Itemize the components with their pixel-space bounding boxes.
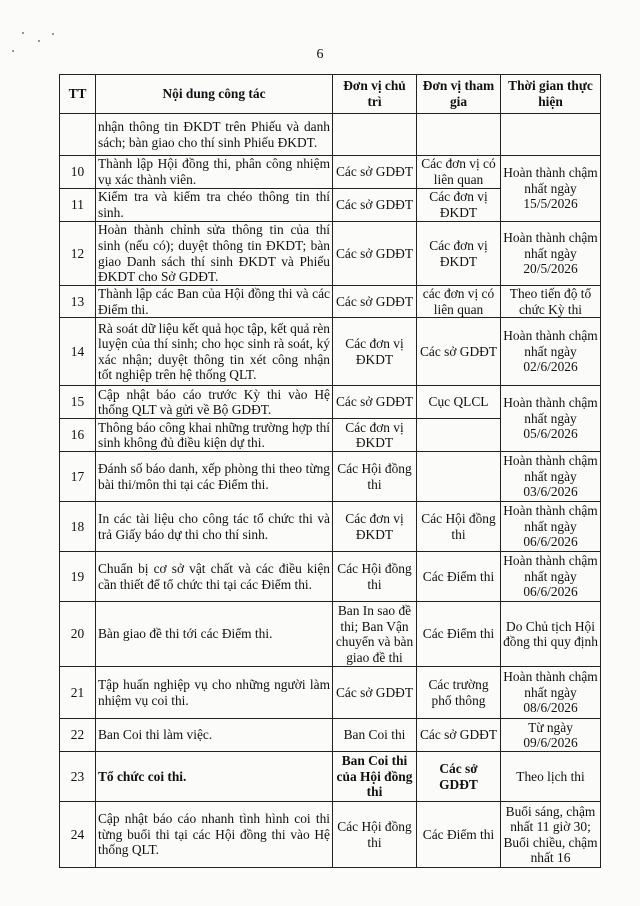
row-deadline: Buổi sáng, chậm nhất 11 giờ 30; Buổi chiều, chậm nhất 16 <box>501 802 601 868</box>
row-content: Rà soát dữ liệu kết quả học tập, kết quả rèn luyện của thí sinh; cho học sinh rà soát, ký xác nhận; duyệt thông tin xét công nhận tốt nghiệp trên hệ thống QLT. <box>96 318 333 386</box>
table-row <box>60 386 601 419</box>
row-deadline: Hoàn thành chậm nhất ngày 03/6/2026 <box>501 452 601 502</box>
row-participant-unit: Các đơn vị có liên quan <box>417 156 501 189</box>
scan-speck <box>38 40 40 42</box>
row-lead-unit: Các sở GDĐT <box>333 222 417 286</box>
table-row <box>60 802 601 868</box>
row-lead-unit: Các đơn vị ĐKDT <box>333 318 417 386</box>
page-number: 6 <box>316 47 324 62</box>
row-number: 13 <box>60 286 96 318</box>
row-content: Cập nhật báo cáo nhanh tình hình coi thi từng buổi thi tại các Hội đồng thi vào Hệ thống QLT. <box>96 802 333 868</box>
schedule-table <box>59 74 601 868</box>
header-deadline: Thời gian thực hiện <box>501 75 601 114</box>
row-number: 23 <box>60 752 96 802</box>
row-deadline: Hoàn thành chậm nhất ngày 05/6/2026 <box>501 386 601 452</box>
row-number: 12 <box>60 222 96 286</box>
row-lead-unit: Các Hội đồng thi <box>333 552 417 602</box>
row-participant-unit <box>417 419 501 452</box>
row-content: Cập nhật báo cáo trước Kỳ thi vào Hệ thống QLT và gửi về Bộ GDĐT. <box>96 386 333 419</box>
row-deadline: Hoàn thành chậm nhất ngày 06/6/2026 <box>501 502 601 552</box>
row-participant-unit: Các Hội đồng thi <box>417 502 501 552</box>
row-lead-unit: Các đơn vị ĐKDT <box>333 419 417 452</box>
row-participant-unit: các đơn vị có liên quan <box>417 286 501 318</box>
row-number: 19 <box>60 552 96 602</box>
row-deadline: Hoàn thành chậm nhất ngày 06/6/2026 <box>501 552 601 602</box>
row-lead-unit: Ban Coi thi của Hội đồng thi <box>333 752 417 802</box>
row-number: 18 <box>60 502 96 552</box>
row-number: 10 <box>60 156 96 189</box>
row-participant-unit: Các đơn vị ĐKDT <box>417 222 501 286</box>
row-participant-unit: Các trường phổ thông <box>417 667 501 719</box>
table-row <box>60 222 601 286</box>
table-header-row <box>60 75 601 114</box>
header-participant-unit: Đơn vị tham gia <box>417 75 501 114</box>
table-row <box>60 286 601 318</box>
row-participant-unit: Các Điểm thi <box>417 802 501 868</box>
table-row <box>60 752 601 802</box>
row-lead-unit: Các Hội đồng thi <box>333 802 417 868</box>
scan-speck <box>22 32 24 34</box>
row-content: In các tài liệu cho công tác tổ chức thi và trả Giấy báo dự thi cho thí sinh. <box>96 502 333 552</box>
row-content: Ban Coi thi làm việc. <box>96 719 333 752</box>
row-number: 16 <box>60 419 96 452</box>
row-participant-unit: Các đơn vị ĐKDT <box>417 189 501 222</box>
row-participant-unit: Các sở GDĐT <box>417 719 501 752</box>
row-deadline: Hoàn thành chậm nhất ngày 08/6/2026 <box>501 667 601 719</box>
table-row <box>60 719 601 752</box>
row-participant-unit: Cục QLCL <box>417 386 501 419</box>
row-lead-unit <box>333 114 417 156</box>
row-deadline: Theo tiến độ tổ chức Kỳ thi <box>501 286 601 318</box>
table-row <box>60 602 601 667</box>
row-deadline: Theo lịch thi <box>501 752 601 802</box>
row-content: Tổ chức coi thi. <box>96 752 333 802</box>
header-lead-unit: Đơn vị chủ trì <box>333 75 417 114</box>
row-content: Tập huấn nghiệp vụ cho những người làm nhiệm vụ coi thi. <box>96 667 333 719</box>
row-deadline: Hoàn thành chậm nhất ngày 20/5/2026 <box>501 222 601 286</box>
row-lead-unit: Các sở GDĐT <box>333 189 417 222</box>
table-row <box>60 502 601 552</box>
row-number: 15 <box>60 386 96 419</box>
row-participant-unit: Các Điểm thi <box>417 602 501 667</box>
row-number: 22 <box>60 719 96 752</box>
header-content: Nội dung công tác <box>96 75 333 114</box>
row-lead-unit: Các sở GDĐT <box>333 386 417 419</box>
row-number <box>60 114 96 156</box>
row-lead-unit: Các Hội đồng thi <box>333 452 417 502</box>
row-number: 17 <box>60 452 96 502</box>
row-lead-unit: Các sở GDĐT <box>333 667 417 719</box>
row-number: 20 <box>60 602 96 667</box>
table-row <box>60 552 601 602</box>
row-content: nhận thông tin ĐKDT trên Phiếu và danh sách; bàn giao cho thí sinh Phiếu ĐKDT. <box>96 114 333 156</box>
scan-speck <box>52 33 54 35</box>
row-deadline <box>501 114 601 156</box>
row-content: Chuẩn bị cơ sở vật chất và các điều kiện cần thiết để tổ chức thi tại các Điểm thi. <box>96 552 333 602</box>
row-participant-unit: Các sở GDĐT <box>417 752 501 802</box>
row-deadline: Hoàn thành chậm nhất ngày 02/6/2026 <box>501 318 601 386</box>
row-deadline: Hoàn thành chậm nhất ngày 15/5/2026 <box>501 156 601 222</box>
row-participant-unit <box>417 114 501 156</box>
row-number: 11 <box>60 189 96 222</box>
row-lead-unit: Ban Coi thi <box>333 719 417 752</box>
table-row <box>60 667 601 719</box>
table-row <box>60 318 601 386</box>
row-deadline: Từ ngày 09/6/2026 <box>501 719 601 752</box>
row-lead-unit: Các sở GDĐT <box>333 156 417 189</box>
row-number: 21 <box>60 667 96 719</box>
row-content: Bàn giao đề thi tới các Điểm thi. <box>96 602 333 667</box>
row-number: 14 <box>60 318 96 386</box>
row-content: Hoàn thành chỉnh sửa thông tin của thí sinh (nếu có); duyệt thông tin ĐKDT; bàn giao Danh sách thí sinh ĐKDT và Phiếu ĐKDT cho Sở GDĐT. <box>96 222 333 286</box>
row-lead-unit: Các sở GDĐT <box>333 286 417 318</box>
row-content: Thành lập các Ban của Hội đồng thi và các Điểm thi. <box>96 286 333 318</box>
row-number: 24 <box>60 802 96 868</box>
table-row <box>60 156 601 189</box>
row-content: Thành lập Hội đồng thi, phân công nhiệm vụ xác thành viên. <box>96 156 333 189</box>
row-lead-unit: Các đơn vị ĐKDT <box>333 502 417 552</box>
row-participant-unit <box>417 452 501 502</box>
table-row <box>60 452 601 502</box>
row-content: Thông báo công khai những trường hợp thí sinh không đủ điều kiện dự thi. <box>96 419 333 452</box>
row-content: Đánh số báo danh, xếp phòng thi theo từng bài thi/môn thi tại các Điểm thi. <box>96 452 333 502</box>
row-participant-unit: Các Điểm thi <box>417 552 501 602</box>
row-deadline: Do Chủ tịch Hội đồng thi quy định <box>501 602 601 667</box>
row-lead-unit: Ban In sao đề thi; Ban Vận chuyển và bàn giao đề thi <box>333 602 417 667</box>
header-tt: TT <box>60 75 96 114</box>
table-row <box>60 114 601 156</box>
row-content: Kiểm tra và kiểm tra chéo thông tin thí sinh. <box>96 189 333 222</box>
row-participant-unit: Các sở GDĐT <box>417 318 501 386</box>
